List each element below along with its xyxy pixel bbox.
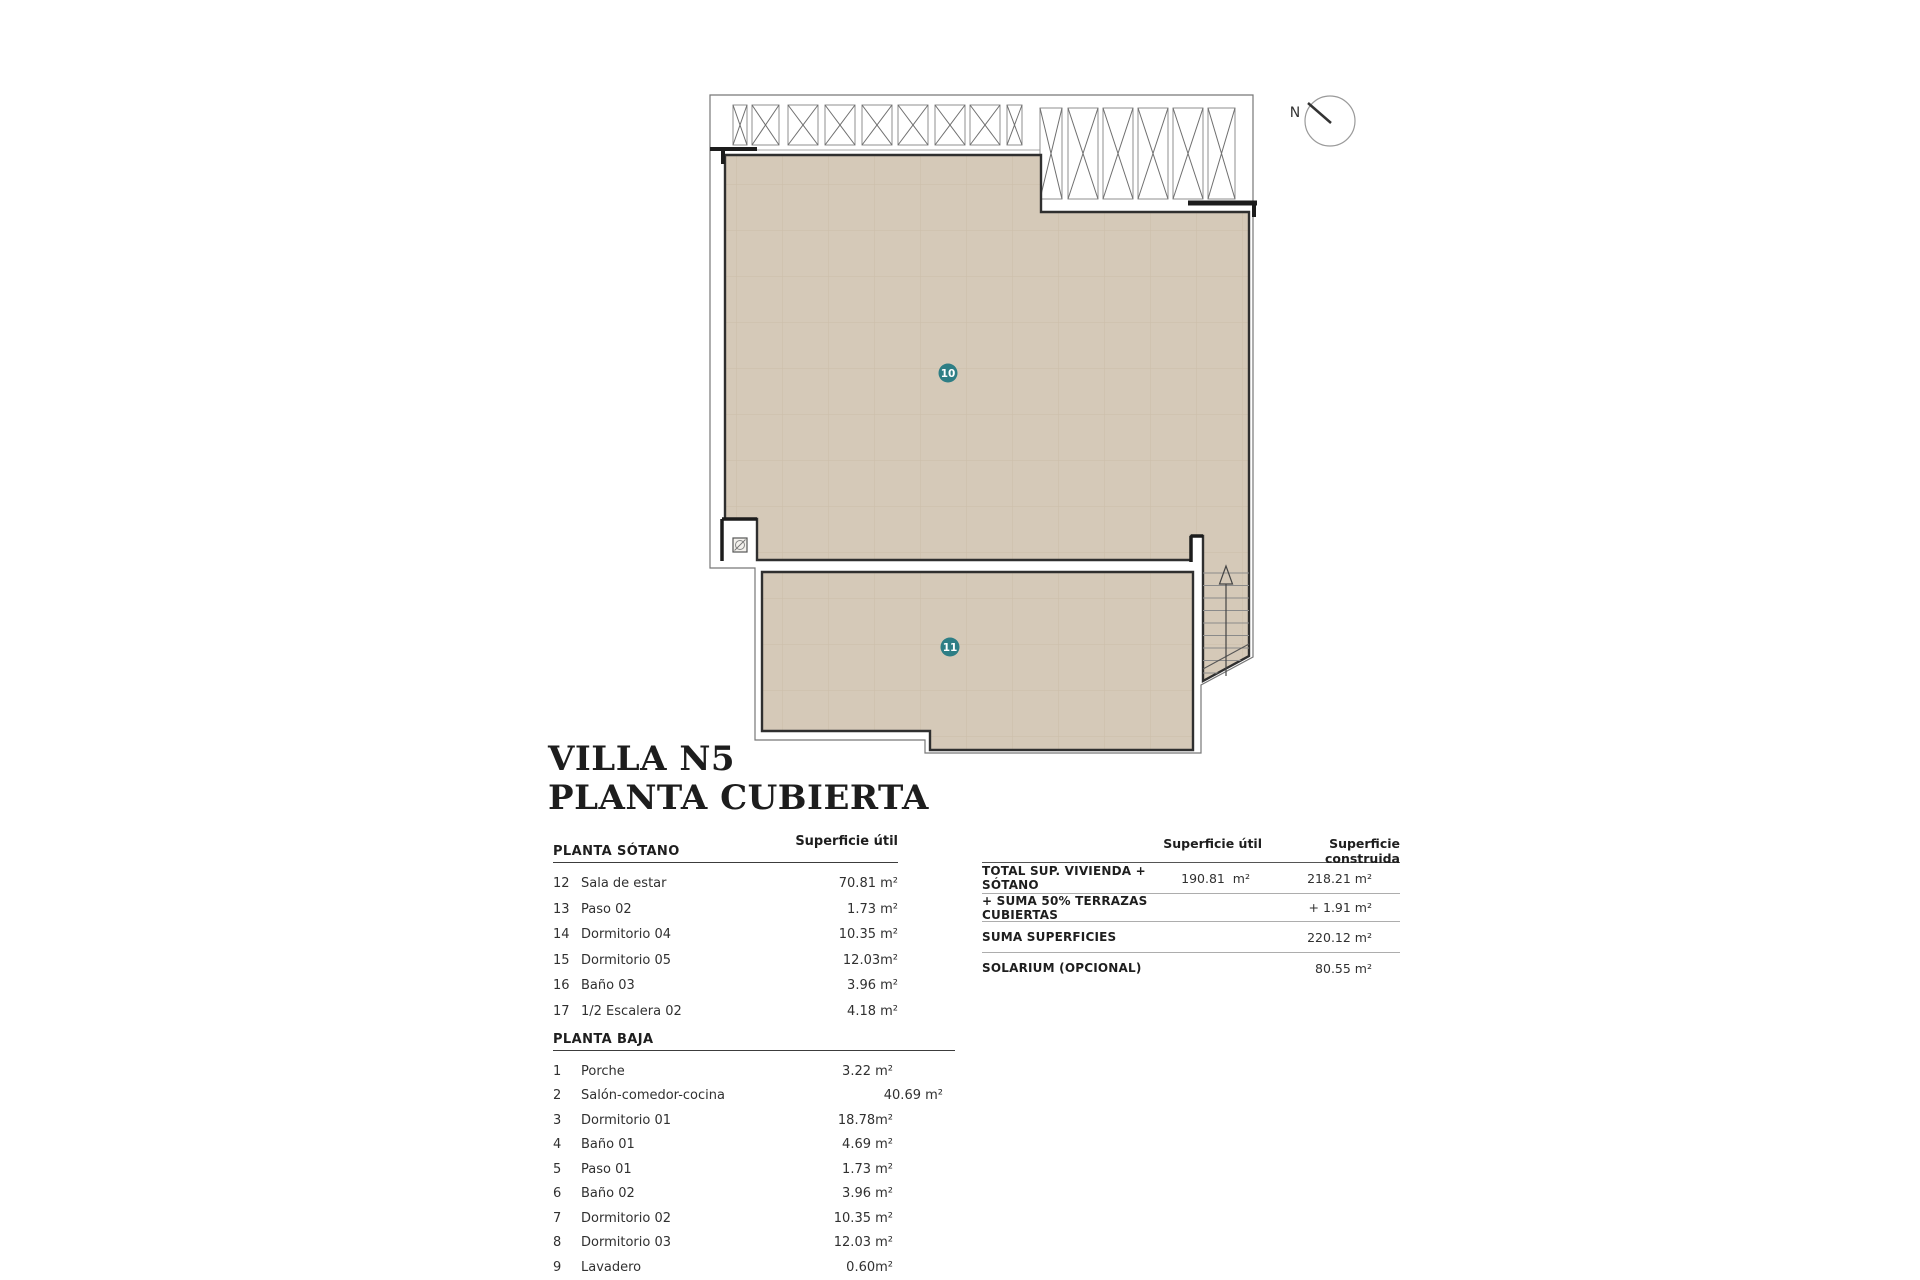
summary-table bbox=[982, 836, 1400, 983]
table-row: 15 Dormitorio 05 12.03m² bbox=[553, 952, 898, 968]
table-row: 7 Dormitorio 02 10.35 m² bbox=[553, 1210, 893, 1226]
summary-row: SOLARIUM (OPCIONAL) 80.55 m² bbox=[982, 960, 1372, 976]
summary-row: + SUMA 50% TERRAZAS CUBIERTAS + 1.91 m² bbox=[982, 894, 1400, 922]
table-row: 8 Dormitorio 03 12.03 m² bbox=[553, 1235, 893, 1251]
pergola-slats-right bbox=[1040, 108, 1235, 199]
table-row: 5 Paso 01 1.73 m² bbox=[553, 1161, 893, 1177]
plan-title-line2: PLANTA CUBIERTA bbox=[548, 778, 929, 818]
table-row: 6 Baño 02 3.96 m² bbox=[553, 1186, 893, 1202]
north-compass bbox=[1290, 96, 1355, 146]
rooms-table bbox=[553, 836, 955, 1280]
section-title: PLANTA SÓTANO bbox=[553, 844, 680, 859]
table-row: 4 Baño 01 4.69 m² bbox=[553, 1137, 893, 1153]
area-label-11 bbox=[941, 638, 960, 657]
table-row: 1 Porche 3.22 m² bbox=[553, 1063, 893, 1079]
section-header-sotano bbox=[553, 836, 898, 863]
summary-row: TOTAL SUP. VIVIENDA + SÓTANO 190.81 m² 218.21 m² bbox=[982, 863, 1400, 894]
column-header-superficie-util: Superficie útil bbox=[1163, 836, 1262, 851]
column-header-superficie-construida: Superficie construida bbox=[1324, 836, 1400, 866]
sotano-rows bbox=[553, 863, 955, 1024]
table-row: 13 Paso 02 1.73 m² bbox=[553, 901, 898, 917]
pergola-slats-left bbox=[733, 105, 1022, 145]
summary-row: SUMA SUPERFICIES 220.12 m² bbox=[982, 922, 1400, 953]
roof-area-11 bbox=[762, 572, 1193, 750]
svg-text:N: N bbox=[1289, 105, 1301, 121]
table-row: 16 Baño 03 3.96 m² bbox=[553, 978, 898, 994]
svg-text:11: 11 bbox=[942, 642, 958, 654]
section-header-baja bbox=[553, 1024, 955, 1051]
plan-title-line1: VILLA N5 bbox=[548, 739, 736, 779]
table-row: 14 Dormitorio 04 10.35 m² bbox=[553, 927, 898, 943]
table-row: 3 Dormitorio 01 18.78m² bbox=[553, 1112, 893, 1128]
table-row: 12 Sala de estar 70.81 m² bbox=[553, 876, 898, 892]
plan-title bbox=[548, 740, 929, 818]
table-row: 17 1/2 Escalera 02 4.18 m² bbox=[553, 1003, 898, 1019]
baja-rows bbox=[553, 1051, 955, 1280]
summary-header bbox=[982, 836, 1400, 866]
table-row: 9 Lavadero 0.60m² bbox=[553, 1259, 893, 1275]
section-title: PLANTA BAJA bbox=[553, 1032, 654, 1047]
table-row: 2 Salón-comedor-cocina 40.69 m² bbox=[553, 1088, 943, 1104]
column-header-superficie-util: Superficie útil bbox=[795, 834, 898, 849]
svg-text:10: 10 bbox=[940, 368, 956, 380]
floor-plan bbox=[690, 80, 1450, 780]
area-label-10 bbox=[939, 364, 958, 383]
roof-drain-icon bbox=[733, 538, 747, 552]
